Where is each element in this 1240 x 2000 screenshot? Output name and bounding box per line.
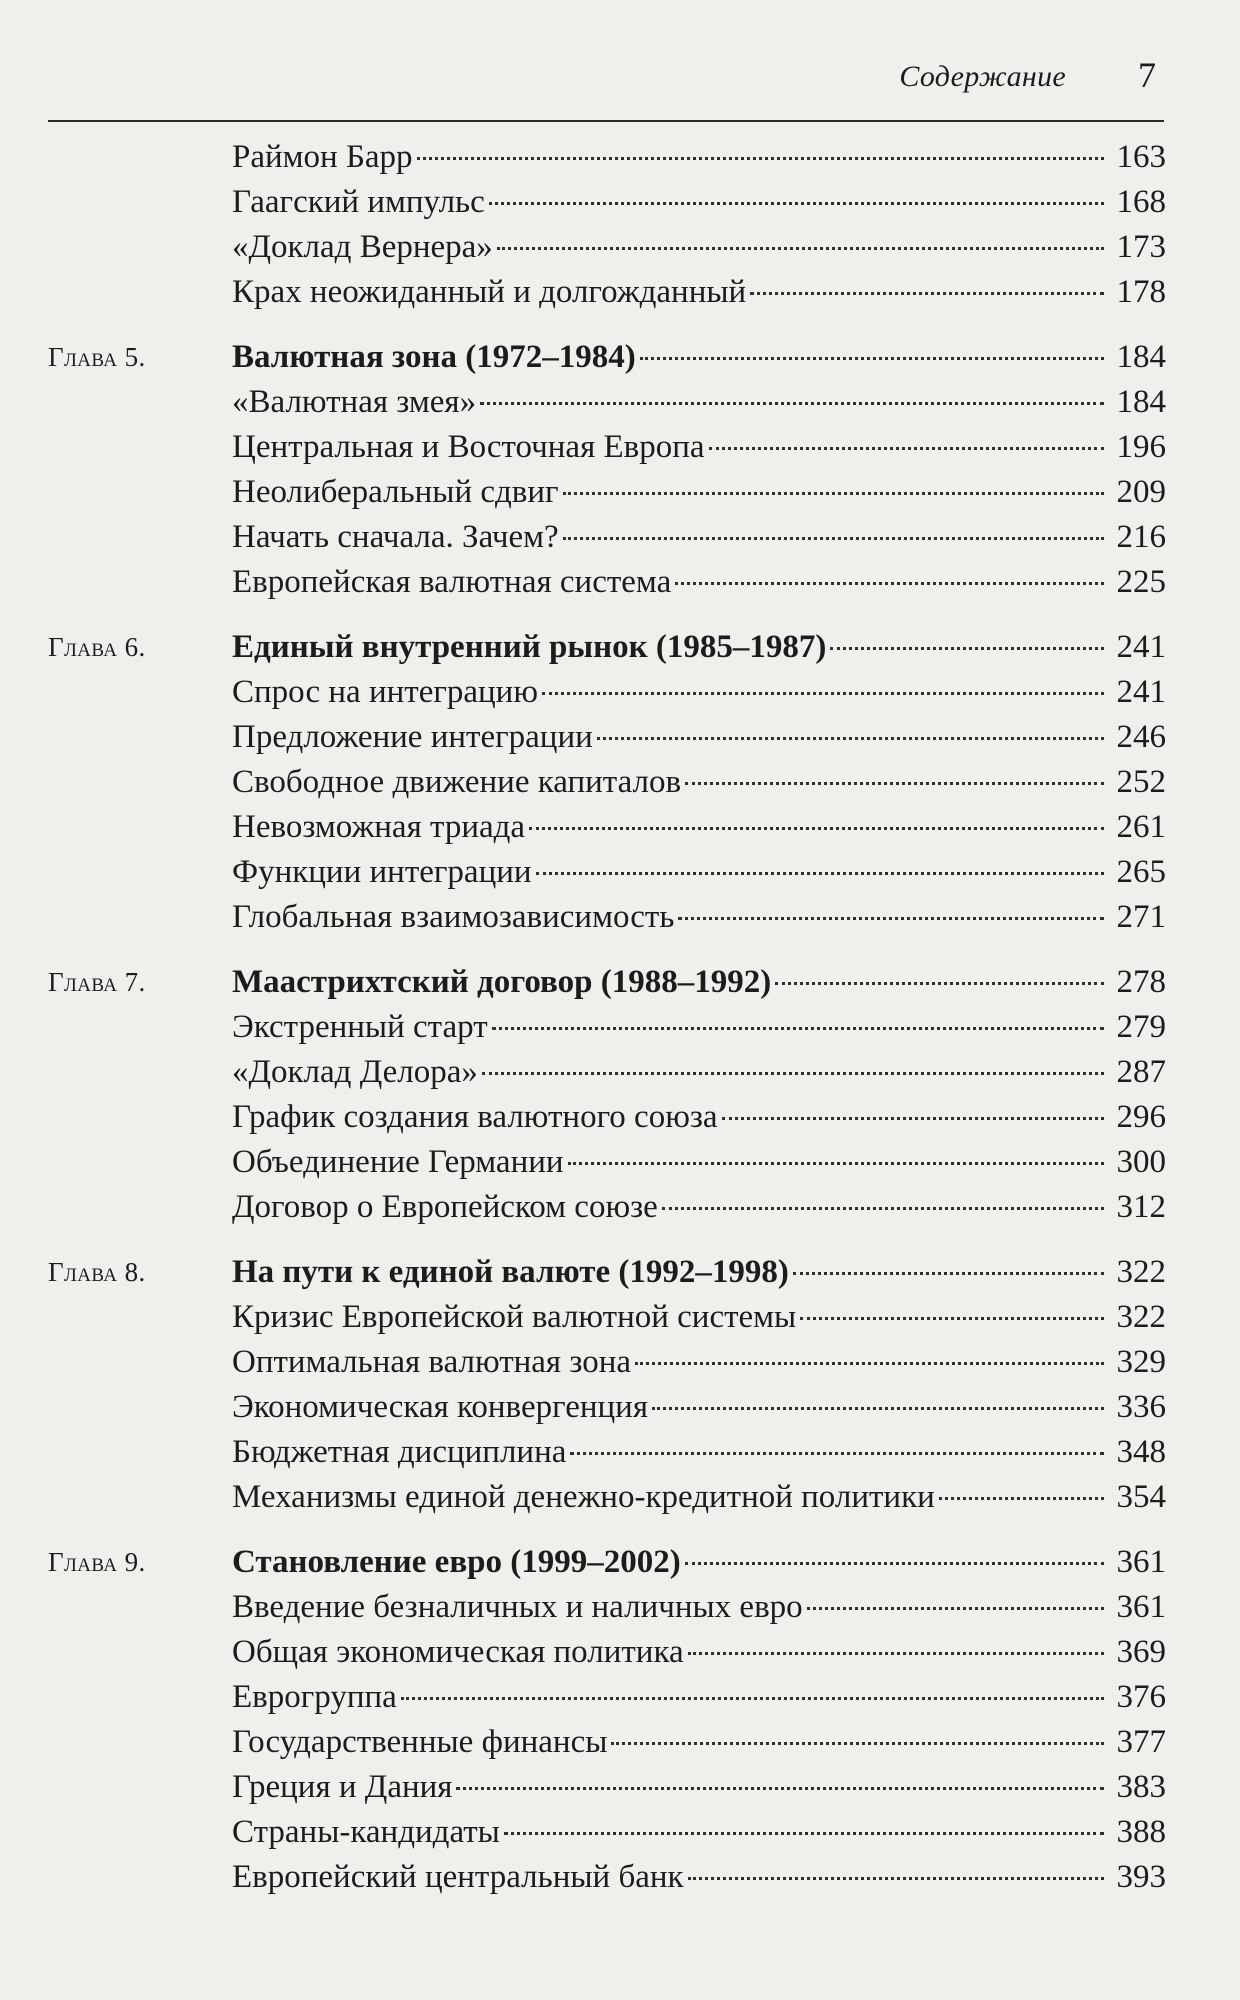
toc-section-entry <box>48 1340 1166 1385</box>
toc-section-entry <box>48 1140 1166 1185</box>
toc-line <box>232 180 1166 225</box>
toc-line <box>232 715 1166 760</box>
toc-line <box>232 560 1166 605</box>
dot-leader <box>480 402 1104 405</box>
page-reference: 265 <box>1116 854 1166 890</box>
dot-leader <box>417 157 1104 160</box>
page-reference: 261 <box>1116 809 1166 845</box>
section-title: Европейская валютная система <box>232 564 672 600</box>
dot-leader <box>750 292 1104 295</box>
toc-section-entry <box>48 425 1166 470</box>
section-title: График создания валютного союза <box>232 1099 718 1135</box>
page-reference: 348 <box>1116 1434 1166 1470</box>
page-reference: 209 <box>1116 474 1166 510</box>
chapter-title: Валютная зона (1972–1984) <box>232 339 636 375</box>
dot-leader <box>497 247 1104 250</box>
toc-line <box>232 1630 1166 1675</box>
page-reference: 252 <box>1116 764 1166 800</box>
toc-line <box>232 1050 1166 1095</box>
page-header <box>48 54 1164 122</box>
toc-line <box>232 1540 1166 1585</box>
toc-line <box>232 1810 1166 1855</box>
toc-line <box>232 1095 1166 1140</box>
page-reference: 377 <box>1116 1724 1166 1760</box>
toc-line <box>232 1855 1166 1900</box>
toc-line <box>232 425 1166 470</box>
section-title: Предложение интеграции <box>232 719 593 755</box>
toc-line <box>232 960 1166 1005</box>
toc-line <box>232 270 1166 315</box>
dot-leader <box>793 1272 1104 1275</box>
toc-line <box>232 895 1166 940</box>
section-title: Европейский центральный банк <box>232 1859 684 1895</box>
table-of-contents <box>48 135 1166 1900</box>
page-reference: 241 <box>1116 629 1166 665</box>
dot-leader <box>536 872 1104 875</box>
page-reference: 278 <box>1116 964 1166 1000</box>
toc-section-entry <box>48 180 1166 225</box>
dot-leader <box>504 1832 1104 1835</box>
page-reference: 369 <box>1116 1634 1166 1670</box>
section-title: Невозможная триада <box>232 809 526 845</box>
dot-leader <box>675 582 1104 585</box>
toc-line <box>232 470 1166 515</box>
toc-section-entry <box>48 1050 1166 1095</box>
toc-section-entry <box>48 1855 1166 1900</box>
dot-leader <box>807 1607 1104 1610</box>
page-reference: 388 <box>1116 1814 1166 1850</box>
section-title: Спрос на интеграцию <box>232 674 538 710</box>
dot-leader <box>611 1742 1104 1745</box>
dot-leader <box>570 1452 1104 1455</box>
toc-line <box>232 515 1166 560</box>
section-title: Объединение Германии <box>232 1144 564 1180</box>
page-reference: 312 <box>1116 1189 1166 1225</box>
chapter-number: Глава 9. <box>48 1547 146 1577</box>
toc-line <box>232 380 1166 425</box>
toc-line <box>232 1185 1166 1230</box>
section-title: Экстренный старт <box>232 1009 488 1045</box>
chapter-number: Глава 5. <box>48 342 146 372</box>
toc-section-entry <box>48 850 1166 895</box>
page-reference: 354 <box>1116 1479 1166 1515</box>
toc-section-entry <box>48 1430 1166 1475</box>
toc-section-entry <box>48 895 1166 940</box>
page-reference: 393 <box>1116 1859 1166 1895</box>
toc-line <box>232 335 1166 380</box>
page-reference: 279 <box>1116 1009 1166 1045</box>
dot-leader <box>456 1787 1104 1790</box>
dot-leader <box>568 1162 1104 1165</box>
page-reference: 287 <box>1116 1054 1166 1090</box>
section-title: «Доклад Делора» <box>232 1054 478 1090</box>
chapter-title: Единый внутренний рынок (1985–1987) <box>232 629 827 665</box>
dot-leader <box>800 1317 1104 1320</box>
toc-section-entry <box>48 270 1166 315</box>
dot-leader <box>709 447 1104 450</box>
page-reference: 246 <box>1116 719 1166 755</box>
toc-section-entry <box>48 1720 1166 1765</box>
running-header-title: Содержание <box>899 60 1066 93</box>
toc-line <box>232 135 1166 180</box>
page-reference: 196 <box>1116 429 1166 465</box>
page-reference: 173 <box>1116 229 1166 265</box>
toc-line <box>232 625 1166 670</box>
page-reference: 184 <box>1116 384 1166 420</box>
page-reference: 376 <box>1116 1679 1166 1715</box>
toc-line <box>232 1140 1166 1185</box>
section-title: Общая экономическая политика <box>232 1634 684 1670</box>
chapter-number: Глава 8. <box>48 1257 146 1287</box>
toc-section-entry <box>48 1675 1166 1720</box>
toc-line <box>232 1385 1166 1430</box>
section-title: Центральная и Восточная Европа <box>232 429 705 465</box>
section-title: Механизмы единой денежно-кредитной политики <box>232 1479 935 1515</box>
page-reference: 216 <box>1116 519 1166 555</box>
page-reference: 296 <box>1116 1099 1166 1135</box>
toc-section-entry <box>48 1585 1166 1630</box>
toc-section-entry <box>48 1475 1166 1520</box>
section-title: Экономическая конвергенция <box>232 1389 648 1425</box>
section-title: Оптимальная валютная зона <box>232 1344 631 1380</box>
page-reference: 271 <box>1116 899 1166 935</box>
toc-line <box>232 1720 1166 1765</box>
dot-leader <box>563 492 1104 495</box>
toc-chapter-entry <box>48 960 1166 1005</box>
section-title: Государственные финансы <box>232 1724 608 1760</box>
dot-leader <box>597 737 1104 740</box>
dot-leader <box>775 982 1104 985</box>
toc-section-entry <box>48 470 1166 515</box>
toc-line <box>232 1340 1166 1385</box>
toc-line <box>232 1475 1166 1520</box>
dot-leader <box>489 202 1104 205</box>
section-title: Свободное движение капиталов <box>232 764 682 800</box>
section-title: Гаагский импульс <box>232 184 485 220</box>
page-number: 7 <box>1138 55 1156 95</box>
toc-line <box>232 1675 1166 1720</box>
page-reference: 225 <box>1116 564 1166 600</box>
dot-leader <box>685 782 1104 785</box>
section-title: Введение безналичных и наличных евро <box>232 1589 803 1625</box>
dot-leader <box>722 1117 1104 1120</box>
toc-chapter-entry <box>48 625 1166 670</box>
section-title: Начать сначала. Зачем? <box>232 519 559 555</box>
page-reference: 178 <box>1116 274 1166 310</box>
toc-line <box>232 1585 1166 1630</box>
page-reference: 322 <box>1116 1254 1166 1290</box>
toc-section-entry <box>48 1095 1166 1140</box>
chapter-number: Глава 7. <box>48 967 146 997</box>
dot-leader <box>635 1362 1104 1365</box>
dot-leader <box>830 647 1104 650</box>
page-reference: 300 <box>1116 1144 1166 1180</box>
toc-line <box>232 670 1166 715</box>
toc-section-entry <box>48 670 1166 715</box>
page-reference: 336 <box>1116 1389 1166 1425</box>
section-title: Еврогруппа <box>232 1679 397 1715</box>
dot-leader <box>685 1562 1104 1565</box>
chapter-title: На пути к единой валюте (1992–1998) <box>232 1254 789 1290</box>
section-title: Функции интеграции <box>232 854 532 890</box>
toc-chapter-entry <box>48 1250 1166 1295</box>
dot-leader <box>563 537 1104 540</box>
page-reference: 329 <box>1116 1344 1166 1380</box>
dot-leader <box>939 1497 1104 1500</box>
toc-line <box>232 760 1166 805</box>
section-title: «Доклад Вернера» <box>232 229 493 265</box>
section-title: Глобальная взаимозависимость <box>232 899 675 935</box>
dot-leader <box>652 1407 1104 1410</box>
toc-section-entry <box>48 560 1166 605</box>
toc-line <box>232 225 1166 270</box>
toc-section-entry <box>48 1630 1166 1675</box>
chapter-number: Глава 6. <box>48 632 146 662</box>
toc-line <box>232 1005 1166 1050</box>
toc-section-entry <box>48 135 1166 180</box>
dot-leader <box>688 1652 1104 1655</box>
toc-chapter-entry <box>48 335 1166 380</box>
toc-line <box>232 850 1166 895</box>
page-reference: 383 <box>1116 1769 1166 1805</box>
toc-section-entry <box>48 1005 1166 1050</box>
toc-line <box>232 1250 1166 1295</box>
toc-section-entry <box>48 225 1166 270</box>
chapter-title: Становление евро (1999–2002) <box>232 1544 681 1580</box>
toc-section-entry <box>48 380 1166 425</box>
dot-leader <box>542 692 1104 695</box>
page-reference: 322 <box>1116 1299 1166 1335</box>
toc-section-entry <box>48 1385 1166 1430</box>
toc-section-entry <box>48 1765 1166 1810</box>
section-title: «Валютная змея» <box>232 384 477 420</box>
section-title: Договор о Европейском союзе <box>232 1189 658 1225</box>
section-title: Неолиберальный сдвиг <box>232 474 559 510</box>
dot-leader <box>492 1027 1104 1030</box>
toc-chapter-entry <box>48 1540 1166 1585</box>
section-title: Кризис Европейской валютной системы <box>232 1299 797 1335</box>
dot-leader <box>678 917 1104 920</box>
toc-section-entry <box>48 760 1166 805</box>
toc-section-entry <box>48 1810 1166 1855</box>
toc-section-entry <box>48 805 1166 850</box>
toc-line <box>232 1295 1166 1340</box>
section-title: Страны-кандидаты <box>232 1814 500 1850</box>
dot-leader <box>529 827 1104 830</box>
toc-line <box>232 1765 1166 1810</box>
toc-line <box>232 1430 1166 1475</box>
section-title: Бюджетная дисциплина <box>232 1434 567 1470</box>
section-title: Греция и Дания <box>232 1769 453 1805</box>
dot-leader <box>482 1072 1104 1075</box>
toc-section-entry <box>48 1295 1166 1340</box>
page-reference: 163 <box>1116 139 1166 175</box>
page-reference: 168 <box>1116 184 1166 220</box>
section-title: Крах неожиданный и долгожданный <box>232 274 747 310</box>
toc-section-entry <box>48 715 1166 760</box>
toc-section-entry <box>48 515 1166 560</box>
dot-leader <box>401 1697 1104 1700</box>
dot-leader <box>662 1207 1104 1210</box>
toc-line <box>232 805 1166 850</box>
dot-leader <box>688 1877 1104 1880</box>
dot-leader <box>640 357 1104 360</box>
toc-section-entry <box>48 1185 1166 1230</box>
chapter-title: Маастрихтский договор (1988–1992) <box>232 964 772 1000</box>
page-reference: 361 <box>1116 1589 1166 1625</box>
page-reference: 241 <box>1116 674 1166 710</box>
page-reference: 361 <box>1116 1544 1166 1580</box>
section-title: Раймон Барр <box>232 139 413 175</box>
page-reference: 184 <box>1116 339 1166 375</box>
